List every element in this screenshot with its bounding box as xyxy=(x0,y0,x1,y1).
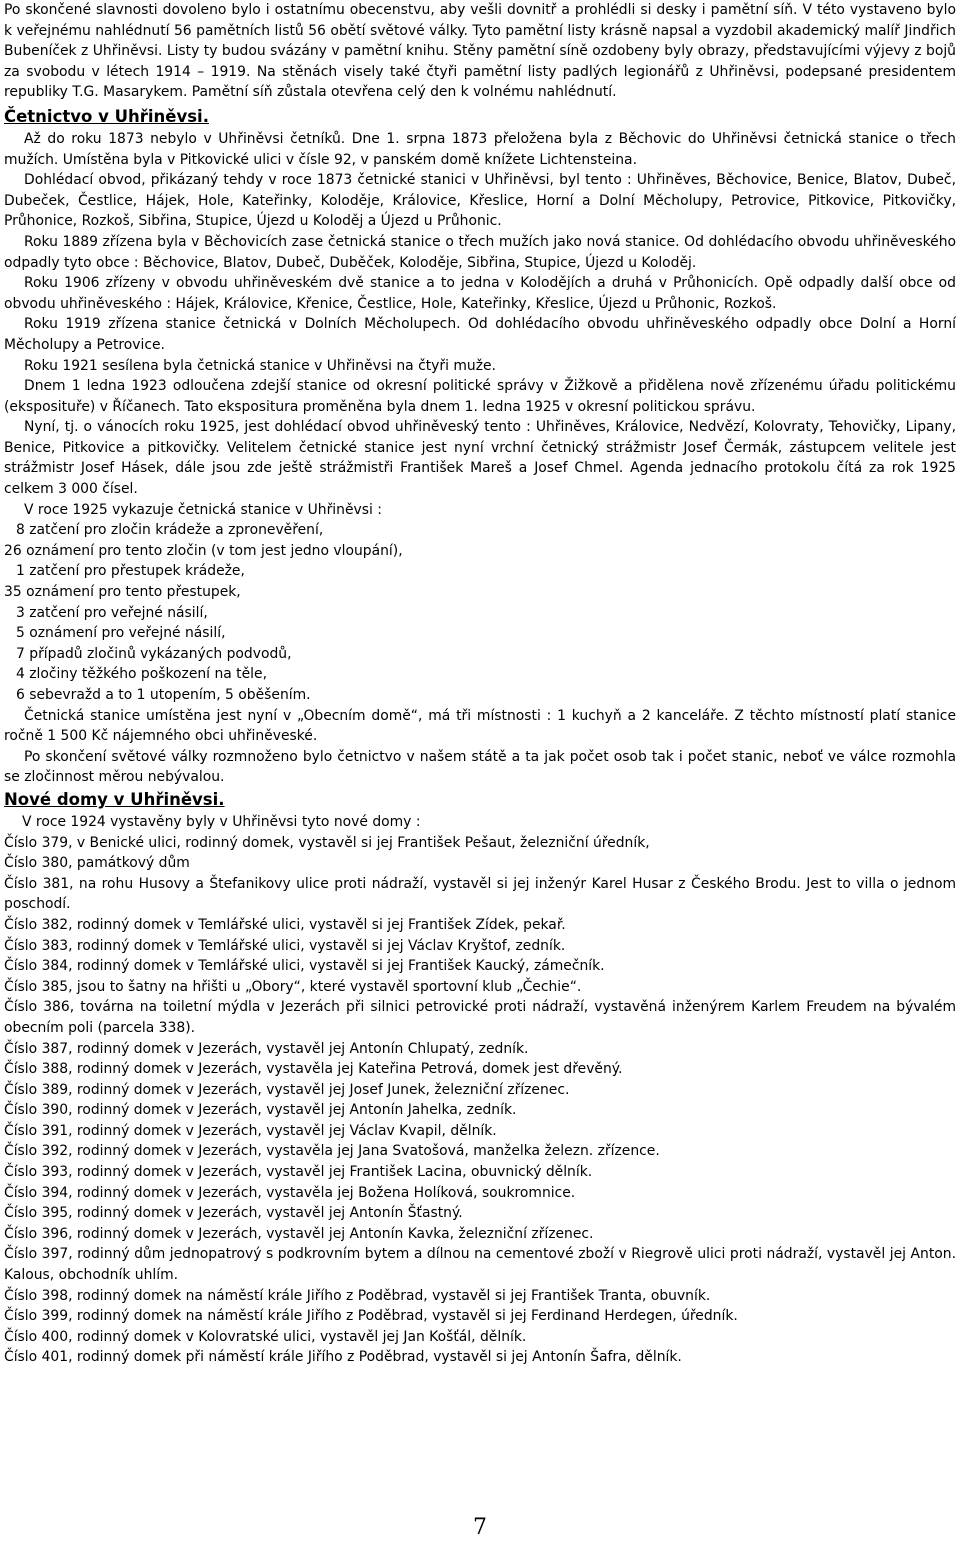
houses-list xyxy=(4,833,956,1368)
paragraph: V roce 1924 vystavěny byly v Uhřiněvsi tyto nové domy : xyxy=(22,813,421,830)
statistics-item: 8 zatčení pro zločin krádeže a zpronevěření, xyxy=(16,522,324,539)
paragraph: Až do roku 1873 nebylo v Uhřiněvsi četníků. Dne 1. srpna 1873 přeložena byla z Běchovic do Uhřiněvsi četnická stanice o třech mužích. Umístěna byla v Pitkovické ulici v čísle 92, v panském domě knížete Lichtensteina. xyxy=(4,130,956,168)
house-entry: Číslo 381, na rohu Husovy a Štefanikovy ulice proti nádraží, vystavěl si jej inženýr Karel Husar z Českého Brodu. Jest to villa o jednom poschodí. xyxy=(4,875,956,913)
house-entry: Číslo 391, rodinný domek v Jezerách, vystavěl jej Václav Kvapil, dělník. xyxy=(4,1122,497,1139)
statistics-item: 4 zločiny těžkého poškození na těle, xyxy=(16,666,267,683)
house-entry: Číslo 394, rodinný domek v Jezerách, vystavěla jej Božena Holíková, soukromnice. xyxy=(4,1184,576,1201)
house-entry: Číslo 385, jsou to šatny na hřišti u „Obory“, které vystavěl sportovní klub „Čechie“. xyxy=(4,978,582,995)
section-heading-gendarmerie: Četnictvo v Uhřiněvsi. xyxy=(4,106,209,126)
house-entry: Číslo 399, rodinný domek na náměstí krále Jiřího z Poděbrad, vystavěl si jej Ferdinand Herdegen, úředník. xyxy=(4,1308,738,1325)
house-entry: Číslo 401, rodinný domek při náměstí krále Jiřího z Poděbrad, vystavěl si jej Antonín Šafra, dělník. xyxy=(4,1349,682,1366)
paragraph: Roku 1919 zřízena stanice četnická v Dolních Měcholupech. Od dohlédacího obvodu uhřiněveského odpadly obce Dolní a Horní Měcholupy a Petrovice. xyxy=(4,316,956,353)
statistics-item: 5 oznámení pro veřejné násilí, xyxy=(16,625,226,642)
house-entry: Číslo 384, rodinný domek v Temlářské ulici, vystavěl si jej František Kaucký, zámečník. xyxy=(4,958,605,975)
statistics-item: 1 zatčení pro přestupek krádeže, xyxy=(16,563,245,580)
paragraph: Dohlédací obvod, přikázaný tehdy v roce 1873 četnické stanici v Uhřiněvsi, byl tento : Uhřiněves, Běchovice, Benice, Blatov, Dubeč, Dubeček, Čestlice, Hájek, Hole, Kateřinky, Koloděje, Královice, Křeslice, Horní a Dolní Měcholupy, Petrovice, Pitkovice, Pitkovičky, Průhonice, Rozkoš, Sibřina, Stupice, Újezd u Koloděj a Újezd u Průhonic. xyxy=(4,172,956,230)
house-entry: Číslo 380, památkový dům xyxy=(4,855,190,872)
paragraph: Po skončení světové války rozmnoženo bylo četnictvo v našem státě a ta jak počet osob tak i počet stanic, neboť ve válce rozmohla se zločinnost měrou nebývalou. xyxy=(4,748,956,786)
house-entry: Číslo 387, rodinný domek v Jezerách, vystavěl jej Antonín Chlupatý, zedník. xyxy=(4,1040,529,1057)
house-entry: Číslo 395, rodinný domek v Jezerách, vystavěl jej Antonín Šťastný. xyxy=(4,1205,463,1222)
statistics-list xyxy=(4,520,956,705)
paragraph: Dnem 1 ledna 1923 odloučena zdejší stanice od okresní politické správy v Žižkově a přidělena nově zřízenému úřadu politickému (eksposituře) v Říčanech. Tato ekspositura proměněna byla dnem 1. ledna 1925 v okresní politickou správu. xyxy=(4,378,956,415)
statistics-item: 26 oznámení pro tento zločin (v tom jest jedno vloupání), xyxy=(4,542,403,559)
house-entry: Číslo 390, rodinný domek v Jezerách, vystavěl jej Antonín Jahelka, zedník. xyxy=(4,1102,517,1119)
statistics-item: 35 oznámení pro tento přestupek, xyxy=(4,584,241,601)
paragraph: Roku 1889 zřízena byla v Běchovicích zase četnická stanice o třech mužích jako nová stanice. Od dohlédacího obvodu uhřiněveského odpadly tyto obce : Běchovice, Blatov, Dubeč, Duběček, Koloděje, Sibřina, Stupice, Újezd u Koloděj. xyxy=(4,233,956,271)
house-entry: Číslo 393, rodinný domek v Jezerách, vystavěl jej František Lacina, obuvnický dělník. xyxy=(4,1164,593,1181)
paragraph: Roku 1921 sesílena byla četnická stanice v Uhřiněvsi na čtyři muže. xyxy=(24,357,496,374)
house-entry: Číslo 397, rodinný dům jednopatrový s podkrovním bytem a dílnou na cementové zboží v Riegrově ulici proti nádraží, vystavěl jej Anton. Kalous, obchodník uhlím. xyxy=(4,1246,956,1284)
house-entry: Číslo 379, v Benické ulici, rodinný domek, vystavěl si jej František Pešaut, železniční úředník, xyxy=(4,834,650,851)
paragraph: V roce 1925 vykazuje četnická stanice v Uhřiněvsi : xyxy=(24,501,382,518)
house-entry: Číslo 386, továrna na toiletní mýdla v Jezerách při silnici petrovické proti nádraží, vystavěná inženýrem Karlem Freudem na bývalém obecním poli (parcela 338). xyxy=(4,999,956,1036)
house-entry: Číslo 400, rodinný domek v Kolovratské ulici, vystavěl jej Jan Košťál, dělník. xyxy=(4,1328,527,1345)
house-entry: Číslo 398, rodinný domek na náměstí krále Jiřího z Poděbrad, vystavěl si jej František Tranta, obuvník. xyxy=(4,1287,711,1304)
house-entry: Číslo 382, rodinný domek v Temlářské ulici, vystavěl si jej František Zídek, pekař. xyxy=(4,916,566,933)
paragraph: Roku 1906 zřízeny v obvodu uhřiněveském dvě stanice a to jedna v Kolodějích a druhá v Průhonicích. Opě odpadly další obce od obvodu uhřiněveského : Hájek, Královice, Křenice, Čestlice, Hole, Kateřinky, Křeslice, Újezd u Průhonic, Rozkoš. xyxy=(4,275,956,312)
statistics-item: 3 zatčení pro veřejné násilí, xyxy=(16,604,208,621)
section-heading-new-houses: Nové domy v Uhřiněvsi. xyxy=(4,789,225,809)
page-number: 7 xyxy=(473,1515,487,1540)
house-entry: Číslo 396, rodinný domek v Jezerách, vystavěl jej Antonín Kavka, železniční zřízenec. xyxy=(4,1225,594,1242)
statistics-item: 7 případů zločinů vykázaných podvodů, xyxy=(16,645,292,662)
intro-paragraph: Po skončené slavnosti dovoleno bylo i ostatnímu obecenstvu, aby vešli dovnitř a prohlédli si desky i pamětní síň. V této vystaveno bylo k veřejnému nahlédnutí 56 pamětních listů 56 obětí světové války. Tyto pamětní listy krásně napsal a vyzdobil akademický malíř Jindřich Bubeníček z Uhřiněvsi. Listy ty budou svázány v pamětní knihu. Stěny pamětní síně ozdobeny byly obrazy, představujícími výjevy z bojů za svobodu v létech 1914 – 1919. Na stěnách visely také čtyři pamětní listy padlých legionářů z Uhřiněvsi, podepsané presidentem republiky T.G. Masarykem. Pamětní síň zůstala otevřena celý den k volnému nahlédnutí. xyxy=(4,2,956,101)
paragraph: Nyní, tj. o vánocích roku 1925, jest dohlédací obvod uhřiněveský tento : Uhřiněves, Královice, Nedvězí, Kolovraty, Tehovičky, Lipany, Benice, Pitkovice a pitkovičky. Velitelem četnické stanice jest nyní vrchní četnický strážmistr Josef Čermák, zástupcem velitele jest strážmistr Josef Hásek, dále jsou zde ještě strážmistři František Mareš a Josef Chmel. Agenda jednacího protokolu čítá za rok 1925 celkem 3 000 čísel. xyxy=(4,419,956,498)
house-entry: Číslo 392, rodinný domek v Jezerách, vystavěla jej Jana Svatošová, manželka železn. zřízence. xyxy=(4,1143,660,1160)
house-entry: Číslo 389, rodinný domek v Jezerách, vystavěl jej Josef Junek, železniční zřízenec. xyxy=(4,1081,570,1098)
house-entry: Číslo 388, rodinný domek v Jezerách, vystavěla jej Kateřina Petrová, domek jest dřevěný. xyxy=(4,1061,623,1078)
paragraph: Četnická stanice umístěna jest nyní v „Obecním domě“, má tři místnosti : 1 kuchyň a 2 kanceláře. Z těchto místností platí stanice ročně 1 500 Kč nájemného obci uhřiněveské. xyxy=(4,707,956,745)
statistics-item: 6 sebevražd a to 1 utopením, 5 oběšením. xyxy=(16,687,311,703)
house-entry: Číslo 383, rodinný domek v Temlářské ulici, vystavěl si jej Václav Kryštof, zedník. xyxy=(4,937,566,954)
